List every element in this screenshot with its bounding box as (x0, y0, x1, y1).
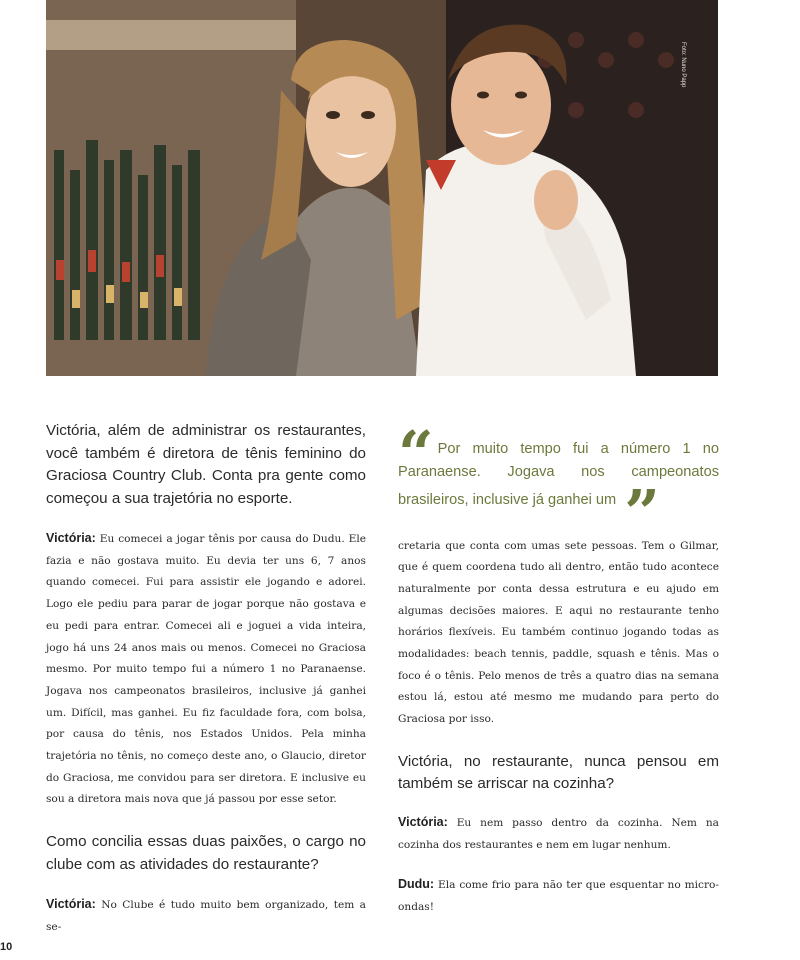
speaker-label: Victória: (46, 897, 96, 912)
answer-3 (398, 812, 719, 856)
question-3: Victória, no restaurante, nunca pensou em também se arriscar na cozinha? (398, 752, 719, 793)
speaker-label: Victória: (398, 814, 448, 829)
speaker-label: Dudu: (398, 877, 435, 892)
photo-credit: Foto: Nuno Papp (680, 42, 686, 88)
left-column (46, 420, 366, 939)
page-number: 10 (0, 941, 13, 953)
answer-2-start (46, 894, 366, 938)
article-photo (46, 0, 718, 376)
pull-quote-text: Por muito tempo fui a número 1 no Paranaense. Jogava nos campeonatos brasileiros, inclusive já ganhei um (398, 441, 719, 508)
answer-1 (46, 528, 366, 811)
answer-1-text: Eu comecei a jogar tênis por causa do Dudu. Ele fazia e não gostava muito. Eu devia ter uns 6, 7 anos quando comecei. Fui para assistir ele jogando e adorei. Logo ele pediu para parar de jogar porque não gostava e eu pedi para entrar. Comecei ali e joguei a vida inteira, jogo há uns 24 anos mais ou menos. Comecei no Graciosa mesmo. Por muito tempo fui a número 1 no Paranaense. Jogava nos campeonatos brasileiros, inclusive já ganhei um. Difícil, mas ganhei. Eu fiz faculdade fora, com bolsa, por causa do tênis, nos Estados Unidos. Pela minha trajetória no tênis, no começo deste ano, o Glaucio, diretor do Graciosa, me convidou para ser diretora. E inclusive eu sou a diretora mais nova que já passou por esse setor. (46, 533, 367, 806)
answer-4 (398, 874, 719, 918)
answer-3-text: Eu nem passo dentro da cozinha. Nem na cozinha dos restaurantes e nem em lugar nenhum. (398, 816, 719, 851)
photo-illustration (46, 0, 718, 376)
right-column (398, 417, 719, 919)
answer-2-text-start: No Clube é tudo muito bem organizado, tem a se- (46, 899, 366, 933)
open-quote-icon: “ (398, 417, 434, 490)
speaker-label: Victória: (46, 531, 96, 545)
question-2: Como concilia essas duas paixões, o cargo no clube com as atividades do restaurante? (46, 833, 366, 873)
answer-4-text: Ela come frio para não ter que esquentar no micro-ondas! (398, 879, 719, 913)
pull-quote (398, 417, 719, 549)
question-1: Victória, além de administrar os restaurantes, você também é diretora de tênis feminino do Graciosa Country Club. Conta pra gente como começou a sua trajetória no esporte. (46, 422, 366, 507)
close-quote-icon: ” (624, 476, 660, 549)
answer-2-continued: cretaria que conta com umas sete pessoas. Tem o Gilmar, que é quem coordena tudo ali dentro, então tudo acontece naturalmente por conta dessa estrutura e eu ajudo em algumas decisões maiores. E aqui no restaurante tenho horários flexíveis. Eu também continuo jogando todas as modalidades: beach tennis, paddle, squash e tênis. Mas o foco é o tênis. Pelo menos de três a quatro dias na semana estou lá, estou até mesmo me mudando para perto do Graciosa por isso. (398, 539, 719, 726)
